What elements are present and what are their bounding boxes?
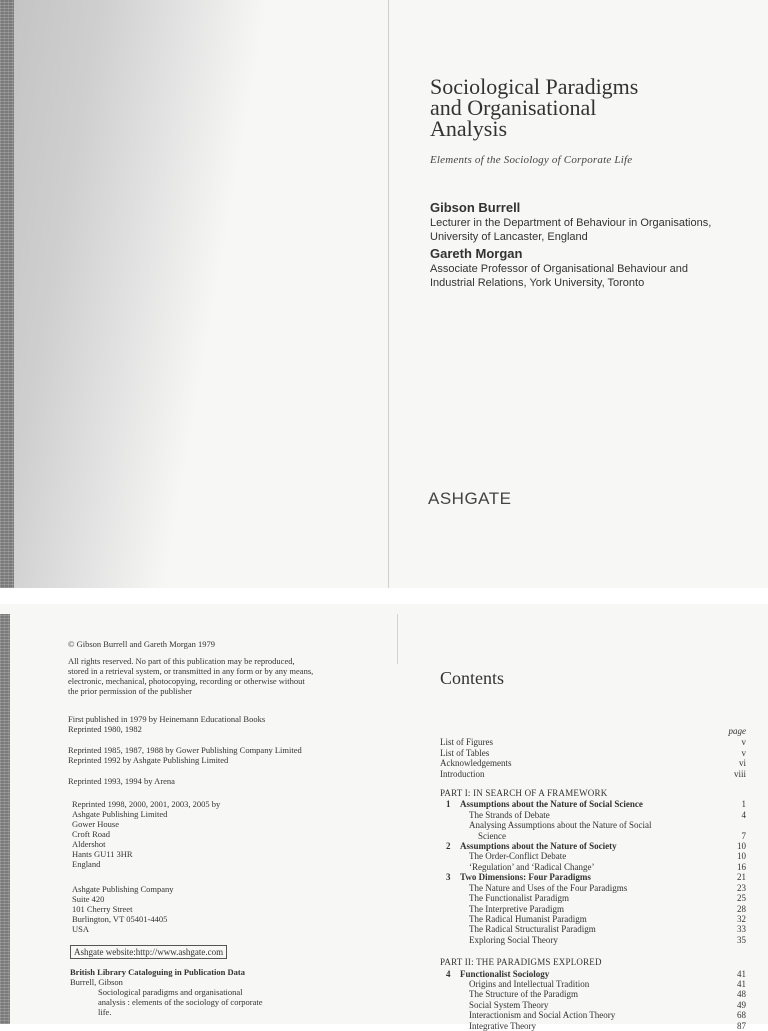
toc-page-number: v <box>741 747 746 758</box>
address-line: Aldershot <box>72 839 106 849</box>
toc-entry-label: Analysing Assumptions about the Nature of Social <box>469 820 652 831</box>
toc-page-number: v <box>741 737 746 748</box>
rights-line: the prior permission of the publisher <box>68 686 192 696</box>
toc-entry-label: The Interpretive Paradigm <box>469 903 564 914</box>
cataloguing-line: Sociological paradigms and organisational <box>98 987 243 997</box>
rights-line: All rights reserved. No part of this publication may be reproduced, <box>68 656 295 666</box>
affiliation-line: Associate Professor of Organisational Behaviour and <box>430 263 689 275</box>
toc-entry <box>440 841 746 851</box>
toc-entry-label: Science <box>478 830 506 841</box>
toc-entry <box>440 883 746 893</box>
address-line: Ashgate Publishing Company <box>72 884 174 894</box>
page-shadow <box>14 0 264 588</box>
address-line: Hants GU11 3HR <box>72 849 133 859</box>
chapter-number: 3 <box>446 872 451 883</box>
toc-entry <box>440 820 746 830</box>
affiliation-line: Industrial Relations, York University, Toronto <box>430 277 645 289</box>
publication-history <box>68 745 368 765</box>
title-line: and Organisational <box>430 95 597 120</box>
publisher-name: ASHGATE <box>428 489 512 508</box>
toc-page-number: 68 <box>737 1010 746 1021</box>
toc-page-number: 16 <box>737 861 746 872</box>
toc-page-number: 10 <box>737 851 746 862</box>
toc-page-number: 28 <box>737 903 746 914</box>
copyright-notice: © Gibson Burrell and Gareth Morgan 1979 <box>68 639 215 649</box>
toc-page-number: 49 <box>737 999 746 1010</box>
toc-entry <box>440 748 746 758</box>
toc-entry-label: The Order-Conflict Debate <box>469 851 567 862</box>
cataloguing-line: life. <box>98 1007 112 1017</box>
title-line: Sociological Paradigms <box>430 74 639 99</box>
page-fold <box>388 0 389 588</box>
toc-entry <box>440 989 746 999</box>
toc-part-title: PART I: IN SEARCH OF A FRAMEWORK <box>440 788 608 799</box>
toc-page-number: 23 <box>737 882 746 893</box>
address-line: 101 Cherry Street <box>72 904 133 914</box>
toc-part-entries <box>440 799 746 945</box>
history-line: Reprinted 1985, 1987, 1988 by Gower Publishing Company Limited <box>68 745 302 755</box>
toc-entry-label: Origins and Intellectual Tradition <box>469 978 590 989</box>
rights-statement <box>68 656 368 696</box>
affiliation-line: University of Lancaster, England <box>430 231 588 243</box>
chapter-number: 2 <box>446 841 451 852</box>
toc-entry <box>440 1021 746 1031</box>
toc-entry-label: List of Tables <box>440 747 490 758</box>
toc-front-matter <box>440 737 746 779</box>
author-affiliation <box>430 216 760 244</box>
toc-page-number: 4 <box>741 809 746 820</box>
chapter-number: 4 <box>446 968 451 979</box>
toc-entry-label: Two Dimensions: Four Paradigms <box>460 872 591 883</box>
website-box: Ashgate website:http://www.ashgate.com <box>70 945 227 959</box>
publication-history <box>68 714 368 734</box>
table-of-contents <box>440 726 746 1031</box>
page-column-label: page <box>728 726 746 736</box>
toc-page-number: 10 <box>737 841 746 852</box>
toc-entry-label: The Functionalist Paradigm <box>469 893 569 904</box>
toc-page-number: 1 <box>741 799 746 810</box>
chapter-number: 1 <box>446 799 451 810</box>
book-subtitle: Elements of the Sociology of Corporate Life <box>430 154 633 166</box>
toc-entry <box>440 935 746 945</box>
toc-entry-label: Interactionism and Social Action Theory <box>469 1010 616 1021</box>
toc-entry <box>440 862 746 872</box>
toc-page-number: 33 <box>737 924 746 935</box>
toc-entry-label: The Nature and Uses of the Four Paradigms <box>469 882 628 893</box>
toc-entry-label: Introduction <box>440 768 485 779</box>
address-line: Ashgate Publishing Limited <box>72 809 168 819</box>
toc-entry-label: The Radical Humanist Paradigm <box>469 913 587 924</box>
toc-page-number: 35 <box>737 934 746 945</box>
cataloguing-line: Burrell, Gibson <box>70 977 123 987</box>
toc-entry-label: The Radical Structuralist Paradigm <box>469 924 596 935</box>
toc-entry-label: The Strands of Debate <box>469 809 550 820</box>
toc-entry-label: List of Figures <box>440 737 493 748</box>
toc-page-number: 21 <box>737 872 746 883</box>
toc-entry <box>440 737 746 747</box>
toc-entry <box>440 851 746 861</box>
history-line: Reprinted 1980, 1982 <box>68 724 142 734</box>
rights-line: stored in a retrieval system, or transmitted in any form or by any means, <box>68 666 314 676</box>
toc-entry-label: ‘Regulation’ and ‘Radical Change’ <box>469 861 595 872</box>
author-name: Gibson Burrell <box>430 200 521 215</box>
address-line: Croft Road <box>72 829 111 839</box>
cataloguing-data <box>70 967 370 1017</box>
page-fold <box>397 614 398 664</box>
publisher-address-uk <box>72 799 372 869</box>
affiliation-line: Lecturer in the Department of Behaviour in Organisations, <box>430 217 712 229</box>
toc-page-number: 41 <box>737 978 746 989</box>
toc-page-number: 48 <box>737 989 746 1000</box>
address-line: Gower House <box>72 819 119 829</box>
toc-entry-label: The Structure of the Paradigm <box>469 989 578 1000</box>
address-line: England <box>72 859 101 869</box>
toc-part-entries <box>440 969 746 1031</box>
history-line: Reprinted 1993, 1994 by Arena <box>68 776 175 786</box>
toc-entry <box>440 914 746 924</box>
history-line: Reprinted 1992 by Ashgate Publishing Limited <box>68 755 229 765</box>
toc-page-number: 7 <box>741 830 746 841</box>
toc-entry <box>440 924 746 934</box>
toc-entry-label: Assumptions about the Nature of Social Science <box>460 799 643 810</box>
toc-entry-label: Exploring Social Theory <box>469 934 558 945</box>
toc-page-number: 87 <box>737 1020 746 1031</box>
copyright-contents-spread <box>0 604 768 1031</box>
publication-history <box>68 776 368 786</box>
toc-entry <box>440 1010 746 1020</box>
toc-page-number: vi <box>738 758 746 769</box>
toc-entry <box>440 904 746 914</box>
toc-entry <box>440 810 746 820</box>
page-edge <box>0 0 14 588</box>
author-name: Gareth Morgan <box>430 246 523 261</box>
address-line: Burlington, VT 05401-4405 <box>72 914 168 924</box>
toc-entry <box>440 969 746 979</box>
toc-entry-label: Integrative Theory <box>469 1020 537 1031</box>
author-affiliation <box>430 262 760 290</box>
toc-entry <box>440 831 746 841</box>
address-line: Suite 420 <box>72 894 105 904</box>
address-line: Reprinted 1998, 2000, 2001, 2003, 2005 by <box>72 799 221 809</box>
toc-part-title: PART II: THE PARADIGMS EXPLORED <box>440 957 602 968</box>
toc-entry-label: Assumptions about the Nature of Society <box>460 841 617 852</box>
toc-entry <box>440 979 746 989</box>
toc-entry <box>440 758 746 768</box>
toc-entry <box>440 893 746 903</box>
title-line: Analysis <box>430 116 507 141</box>
history-line: First published in 1979 by Heinemann Educational Books <box>68 714 266 724</box>
toc-entry-label: Social System Theory <box>469 999 549 1010</box>
toc-entry <box>440 769 746 779</box>
toc-page-number: 25 <box>737 893 746 904</box>
toc-page-number: 41 <box>737 968 746 979</box>
toc-page-number: 32 <box>737 913 746 924</box>
cataloguing-line: analysis : elements of the sociology of corporate <box>98 997 263 1007</box>
rights-line: electronic, mechanical, photocopying, recording or otherwise without <box>68 676 305 686</box>
page-edge <box>0 614 10 1024</box>
publisher-address-us <box>72 884 372 934</box>
toc-entry <box>440 872 746 882</box>
toc-page-number: viii <box>733 768 746 779</box>
contents-heading: Contents <box>440 668 505 688</box>
toc-entry-label: Functionalist Sociology <box>460 968 550 979</box>
book-title <box>430 76 750 139</box>
cataloguing-heading: British Library Cataloguing in Publication Data <box>70 967 245 977</box>
address-line: USA <box>72 924 90 934</box>
toc-entry-label: Acknowledgements <box>440 758 512 769</box>
toc-entry <box>440 1000 746 1010</box>
toc-entry <box>440 799 746 809</box>
